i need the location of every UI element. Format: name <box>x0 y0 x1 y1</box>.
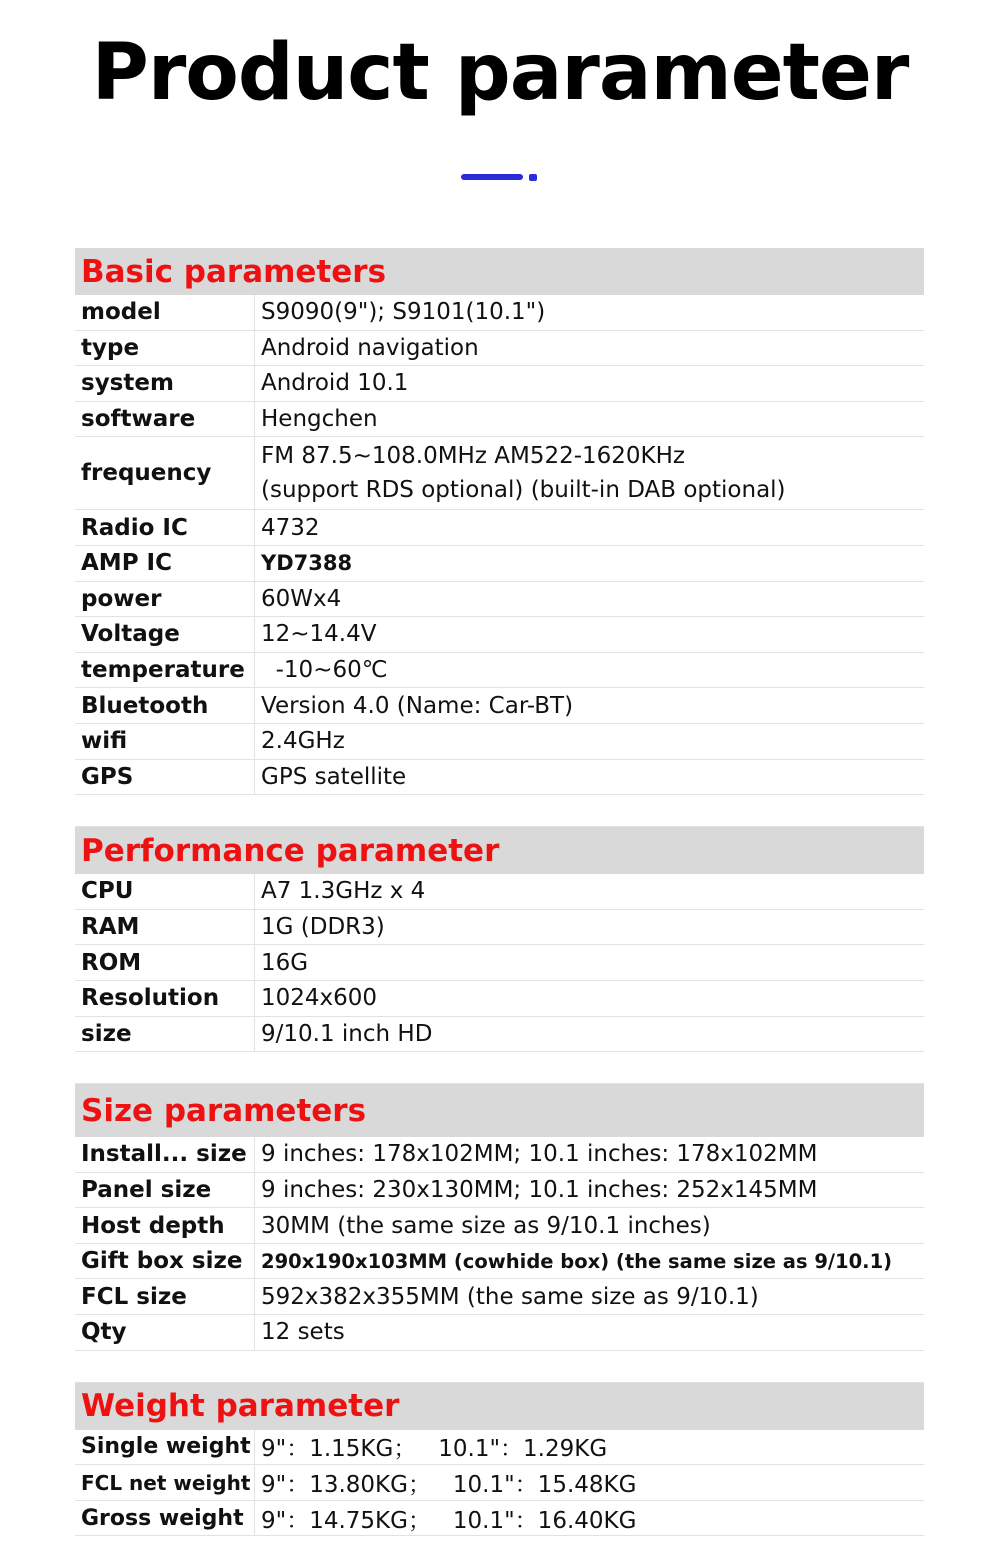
accent-dot <box>529 174 537 181</box>
row-label: Radio IC <box>75 510 255 545</box>
row-label: FCL size <box>75 1279 255 1314</box>
row-value: 4732 <box>261 514 320 541</box>
table-row <box>75 1173 924 1209</box>
row-label: Voltage <box>75 617 255 652</box>
row-value: -10~60℃ <box>261 657 388 684</box>
row-label: Host depth <box>75 1208 255 1243</box>
row-value: Android navigation <box>261 334 479 361</box>
row-label: temperature <box>75 653 255 688</box>
section-header-weight <box>75 1383 924 1430</box>
accent-bar <box>461 174 523 180</box>
row-label: CPU <box>75 874 255 909</box>
page-title: Product parameter <box>91 28 909 118</box>
section-spacer <box>75 1052 924 1084</box>
table-row <box>75 653 924 689</box>
row-label: frequency <box>75 437 255 509</box>
table-row <box>75 402 924 438</box>
section-title-size: Size parameters <box>81 1092 367 1129</box>
section-header-basic <box>75 248 924 295</box>
row-value: 2.4GHz <box>261 728 345 755</box>
row-value: GPS satellite <box>261 763 407 790</box>
row-value: 60Wx4 <box>261 585 342 612</box>
section-spacer <box>75 795 924 827</box>
table-row <box>75 617 924 653</box>
row-value: 9"：14.75KG； 10.1"：16.40KG <box>261 1507 637 1534</box>
table-row <box>75 582 924 618</box>
table-row <box>75 1279 924 1315</box>
row-label: Resolution <box>75 981 255 1016</box>
row-label: Gross weight <box>75 1501 255 1536</box>
row-value: 12 sets <box>261 1319 345 1346</box>
section-title-performance: Performance parameter <box>81 832 500 869</box>
row-value: 1024x600 <box>261 985 378 1012</box>
row-value <box>255 437 924 509</box>
row-value: 9"：13.80KG； 10.1"：15.48KG <box>261 1472 637 1499</box>
table-row <box>75 760 924 796</box>
row-label: model <box>75 295 255 330</box>
row-label: Install... size <box>75 1137 255 1172</box>
table-row <box>75 1244 924 1280</box>
row-value: 30MM (the same size as 9/10.1 inches) <box>261 1212 711 1239</box>
row-value: A7 1.3GHz x 4 <box>261 878 426 905</box>
table-row <box>75 1315 924 1351</box>
row-label: GPS <box>75 760 255 795</box>
table-row <box>75 1501 924 1537</box>
row-value: S9090(9"); S9101(10.1") <box>261 299 546 326</box>
row-value: 9 inches: 230x130MM; 10.1 inches: 252x145MM <box>261 1176 818 1203</box>
table-row <box>75 437 924 510</box>
section-header-performance <box>75 827 924 874</box>
row-value: YD7388 <box>261 551 353 576</box>
row-label: size <box>75 1017 255 1052</box>
table-row <box>75 874 924 910</box>
row-value: 12~14.4V <box>261 621 377 648</box>
table-row <box>75 724 924 760</box>
table-row <box>75 1465 924 1501</box>
row-value: 1G (DDR3) <box>261 914 385 941</box>
table-row <box>75 688 924 724</box>
spec-table <box>75 248 924 1536</box>
table-row <box>75 1208 924 1244</box>
row-label: Qty <box>75 1315 255 1350</box>
row-label: type <box>75 331 255 366</box>
row-value: 9/10.1 inch HD <box>261 1020 433 1047</box>
row-value: Version 4.0 (Name: Car-BT) <box>261 692 574 719</box>
row-label: power <box>75 582 255 617</box>
row-label: ROM <box>75 945 255 980</box>
table-row <box>75 366 924 402</box>
row-label: Bluetooth <box>75 688 255 723</box>
section-title-basic: Basic parameters <box>81 253 387 290</box>
row-label: Gift box size <box>75 1244 255 1279</box>
row-label: RAM <box>75 910 255 945</box>
section-header-size <box>75 1084 924 1137</box>
table-row <box>75 1017 924 1053</box>
row-value: Android 10.1 <box>261 370 409 397</box>
section-title-weight: Weight parameter <box>81 1388 400 1425</box>
row-value: 9"：1.15KG； 10.1"：1.29KG <box>261 1436 608 1463</box>
row-label: AMP IC <box>75 546 255 581</box>
row-value: 16G <box>261 949 309 976</box>
table-row <box>75 1430 924 1466</box>
frequency-line-2: (support RDS optional) (built-in DAB optional) <box>261 477 786 504</box>
row-value: 9 inches: 178x102MM; 10.1 inches: 178x102MM <box>261 1141 818 1168</box>
row-label: Single weight <box>75 1430 255 1465</box>
row-label: software <box>75 402 255 437</box>
table-row <box>75 510 924 546</box>
row-value: 290x190x103MM (cowhide box) (the same size as 9/10.1) <box>261 1249 893 1273</box>
table-row <box>75 331 924 367</box>
table-row <box>75 981 924 1017</box>
row-label: Panel size <box>75 1173 255 1208</box>
row-label: system <box>75 366 255 401</box>
row-label: wifi <box>75 724 255 759</box>
section-spacer <box>75 1351 924 1383</box>
table-row <box>75 1137 924 1173</box>
table-row <box>75 295 924 331</box>
row-value: 592x382x355MM (the same size as 9/10.1) <box>261 1283 759 1310</box>
row-label: FCL net weight <box>75 1465 255 1500</box>
frequency-line-1: FM 87.5~108.0MHz AM522-1620KHz <box>261 443 685 470</box>
table-row <box>75 945 924 981</box>
row-value: Hengchen <box>261 406 378 433</box>
table-row <box>75 546 924 582</box>
table-row <box>75 910 924 946</box>
